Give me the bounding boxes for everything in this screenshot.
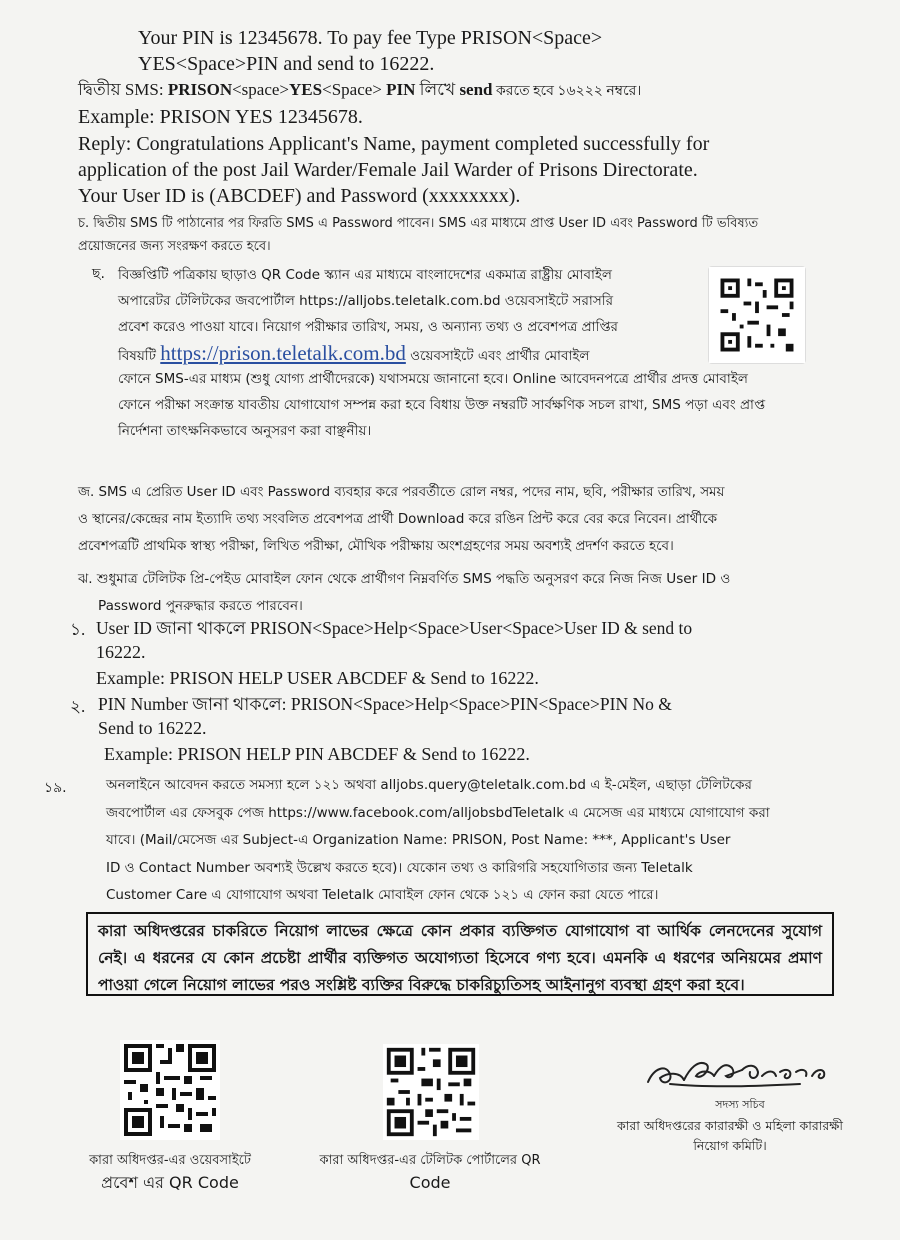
qr2-caption-line2: Code xyxy=(409,1173,451,1192)
chha-line6: ফোনে পরীক্ষা সংক্রান্ত যাবতীয় যোগাযোগ সম্পন্ন করা হবে বিধায় উক্ত নম্বরটি সার্বক্ষণিক সচল রাখা, SMS পড়া এবং প্রাপ্ত xyxy=(118,397,766,413)
p19-line1: অনলাইনে আবেদন করতে সমস্যা হলে ১২১ অথবা alljobs.query@teletalk.com.bd এ ই-মেইল, এছাড়া টেলিটকের xyxy=(106,777,752,793)
cha-line2: প্রয়োজনের জন্য সংরক্ষণ করতে হবে। xyxy=(78,239,271,254)
chha-line2: অপারেটর টেলিটকের জবপোর্টাল https://alljobs.teletalk.com.bd ওয়েবসাইটে সরাসরি xyxy=(118,293,614,309)
chha-line4 xyxy=(118,340,703,369)
signature-org-line2: নিয়োগ কমিটি। xyxy=(693,1138,767,1153)
qr1-caption xyxy=(70,1150,270,1194)
warning-notice-text: কারা অধিদপ্তরের চাকরিতে নিয়োগ লাভের ক্ষেত্রে কোন প্রকার ব্যক্তিগত যোগাযোগ বা আর্থিক লেনদেনের সুযোগ নেই। এ ধরনের যে কোন প্রচেষ্টা প্রার্থীর ব্যক্তিগত অযোগ্যতা হিসেবে গণ্য হবে। এমনকি এ ধরণের অনিয়মের প্রমাণ পাওয়া গেলে নিয়োগ লাভের পরও সংশ্লিষ্ট ব্যক্তির বিরুদ্ধে চাকরিচ্যুতিসহ আইনানুগ ব্যবস্থা গ্রহণ করা হবে। xyxy=(98,922,822,994)
qr1-caption-line2: প্রবেশ এর QR Code xyxy=(101,1173,239,1192)
signature-org xyxy=(585,1116,875,1156)
warning-notice-box xyxy=(86,912,834,996)
reply-line2: application of the post Jail Warder/Female Jail Warder of Prisons Directorate. xyxy=(78,159,698,181)
chha-line5: ফোনে SMS-এর মাধ্যম (শুধু যোগ্য প্রার্থীদেরকে) যথাসময়ে জানানো হবে। Online আবেদনপত্রে প্রার্থীর প্রদত্ত মোবাইল xyxy=(118,371,748,387)
reply-line3: Your User ID is (ABCDEF) and Password (xxxxxxxx). xyxy=(78,185,521,207)
chha-line1: বিজ্ঞপ্তিটি পত্রিকায় ছাড়াও QR Code স্ক্যান এর মাধ্যমে বাংলাদেশের একমাত্র রাষ্ট্রীয় মোবাইল xyxy=(118,267,612,283)
second-sms-suffix: করতে হবে ১৬২২২ নম্বরে। xyxy=(492,84,642,99)
sms-example: Example: PRISON YES 12345678. xyxy=(78,106,363,128)
sms-line1: Your PIN is 12345678. To pay fee Type PRISON<Space> xyxy=(138,27,603,49)
second-sms-send: send xyxy=(459,80,493,99)
ja-para xyxy=(78,479,724,560)
p19-line5: Customer Care এ যোগাযোগ অথবা Teletalk মোবাইল ফোন থেকে ১২১ এ ফোন করা যেতে পারে। xyxy=(106,887,659,903)
chha-mark: ছ. xyxy=(92,266,105,282)
qr2-caption xyxy=(300,1150,560,1194)
cha-line1: চ. দ্বিতীয় SMS টি পাঠানোর পর ফিরতি SMS এ Password পাবেন। SMS এর মাধ্যমে প্রাপ্ত User ID এবং Password টি ভবিষ্যত xyxy=(78,216,759,231)
chha-line7: নির্দেশনা তাৎক্ষনিকভাবে অনুসরণ করা বাঞ্ছনীয়। xyxy=(118,423,372,439)
qr-code-small-icon xyxy=(708,266,806,364)
ja-line3: প্রবেশপত্রটি প্রাথমিক স্বাস্থ্য পরীক্ষা, লিখিত পরীক্ষা, মৌখিক পরীক্ষায় অংশগ্রহণের সময় অবশ্যই প্রদর্শণ করতে হবে। xyxy=(78,539,674,554)
chha-para-bottom xyxy=(118,366,765,444)
signature-org-line1: কারা অধিদপ্তরের কারারক্ষী ও মহিলা কারারক্ষী xyxy=(617,1118,843,1133)
recover-example2: Example: PRISON HELP PIN ABCDEF & Send to 16222. xyxy=(104,744,530,764)
teletalk-portal-qr-icon xyxy=(383,1044,479,1140)
recover-line2: PIN Number জানা থাকলে: PRISON<Space>Help<Space>PIN<Space>PIN No & xyxy=(98,694,672,714)
p19-line2: জবপোর্টাল এর ফেসবুক পেজ https://www.facebook.com/alljobsbdTeletalk এ মেসেজ এর মাধ্যমে যোগাযোগ করা xyxy=(106,804,770,821)
qr2-caption-line1: কারা অধিদপ্তর-এর টেলিটক পোর্টালের QR xyxy=(319,1153,541,1168)
p19-para xyxy=(106,772,770,910)
handwritten-signature xyxy=(640,1050,840,1096)
second-sms-prefix: দ্বিতীয় SMS: xyxy=(78,80,168,99)
recover-mark-1: ১. xyxy=(70,620,86,639)
second-sms-yes: YES xyxy=(289,80,323,99)
second-sms-prison: PRISON xyxy=(167,80,233,99)
prison-teletalk-link[interactable]: https://prison.teletalk.com.bd xyxy=(160,341,406,365)
recover-line1b: 16222. xyxy=(96,642,146,662)
recover-mark-2: ২. xyxy=(70,697,86,716)
recover-example1: Example: PRISON HELP USER ABCDEF & Send to 16222. xyxy=(96,668,539,688)
second-sms-pin: PIN xyxy=(386,80,416,99)
prison-website-qr-icon xyxy=(120,1040,220,1140)
chha-line4-pre: বিষয়টি xyxy=(118,348,161,364)
second-sms-line xyxy=(78,79,641,103)
jha-line2: Password পুনরুদ্ধার করতে পারবেন। xyxy=(98,598,303,614)
qr1-caption-line1: কারা অধিদপ্তর-এর ওয়েবসাইটে xyxy=(89,1153,251,1168)
second-sms-likhe: লিখে xyxy=(415,80,460,99)
recover-line2b: Send to 16222. xyxy=(98,718,207,738)
ja-line2: ও স্থানের/কেন্দ্রের নাম ইত্যাদি তথ্য সংবলিত প্রবেশপত্র প্রার্থী Download করে রঙিন প্রিন্ট করে বের করে নিবেন। প্রার্থীকে xyxy=(78,512,717,527)
chha-line3: প্রবেশ করেও পাওয়া যাবে। নিয়োগ পরীক্ষার তারিখ, সময়, ও অন্যান্য তথ্য ও প্রবেশপত্র প্রাপ্তির xyxy=(118,319,618,335)
reply-line1: Reply: Congratulations Applicant's Name, payment completed successfully for xyxy=(78,133,710,155)
chha-para-top xyxy=(118,262,703,369)
chha-line4-post: ওয়েবসাইটে এবং প্রার্থীর মোবাইল xyxy=(405,348,590,364)
signature-title: সদস্য সচিব xyxy=(715,1098,765,1111)
p19-line3: যাবে। (Mail/মেসেজ এর Subject-এ Organization Name: PRISON, Post Name: ***, Applicant's User xyxy=(106,832,731,848)
sms-line2: YES<Space>PIN and send to 16222. xyxy=(138,53,435,75)
p19-line4: ID ও Contact Number অবশ্যই উল্লেখ করতে হবে)। যেকোন তথ্য ও কারিগরি সহযোগিতার জন্য Teletalk xyxy=(106,859,693,876)
second-sms-space1: <space> xyxy=(232,80,290,99)
jha-line1: ঝ. শুধুমাত্র টেলিটক প্রি-পেইড মোবাইল ফোন থেকে প্রার্থীগণ নিম্নবর্ণিত SMS পদ্ধতি অনুসরণ করে নিজ নিজ User ID ও xyxy=(78,571,731,587)
recover-line1: User ID জানা থাকলে PRISON<Space>Help<Space>User<Space>User ID & send to xyxy=(96,618,693,638)
ja-line1: জ. SMS এ প্রেরিত User ID এবং Password ব্যবহার করে পরবর্তীতে রোল নম্বর, পদের নাম, ছবি, পরীক্ষার তারিখ, সময় xyxy=(78,485,725,500)
second-sms-space2: <Space> xyxy=(322,80,387,99)
p19-mark: ১৯. xyxy=(44,780,67,796)
